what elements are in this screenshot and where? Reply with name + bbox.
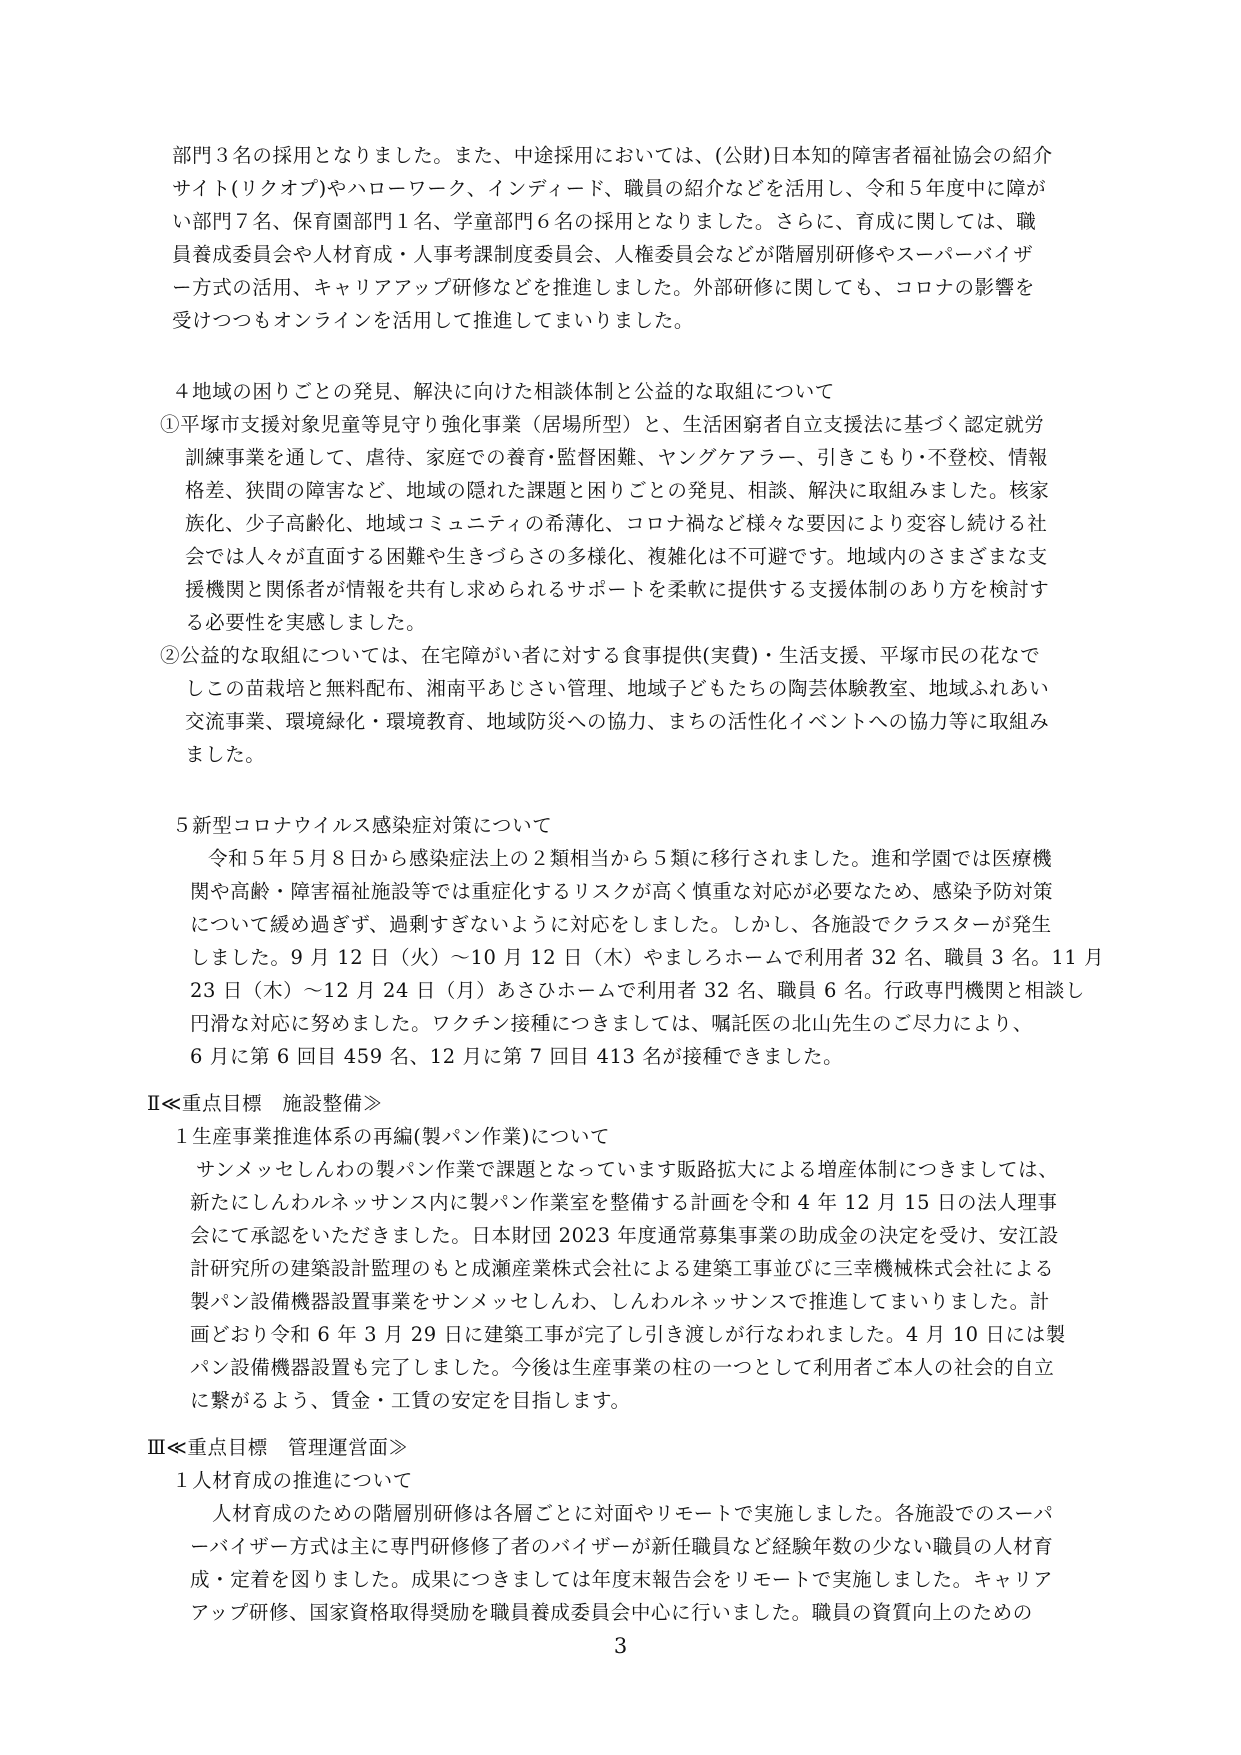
paragraph-line: 員養成委員会や人材育成・人事考課制度委員会、人権委員会などが階層別研修やスーパーバイザ (172, 243, 1034, 266)
paragraph-line: 関や高齢・障害福祉施設等では重症化するリスクが高く慎重な対応が必要なため、感染予防対策 (190, 880, 1054, 903)
paragraph-line: しました。9 月 12 日（火）～10 月 12 日（木）やましろホームで利用者 32 名、職員 3 名。11 月 (190, 946, 1105, 969)
paragraph-line: 部門３名の採用となりました。また、中途採用においては、(公財)日本知的障害者福祉協会の紹介 (172, 144, 1053, 167)
section-heading: Ⅱ≪重点目標 施設整備≫ (147, 1092, 383, 1115)
paragraph-line: 受けつつもオンラインを活用して推進してまいりました。 (172, 309, 695, 332)
section-heading: ４地域の困りごとの発見、解決に向けた相談体制と公益的な取組について (172, 380, 835, 403)
paragraph-line: 会にて承認をいただきました。日本財団 2023 年度通常募集事業の助成金の決定を受け、安江設 (190, 1224, 1059, 1247)
list-item-line: 訓練事業を通して、虐待、家庭での養育･監督困難、ヤングケアラー、引きこもり･不登校、情報 (185, 446, 1049, 469)
list-item-line: 格差、狭間の障害など、地域の隠れた課題と困りごとの発見、相談、解決に取組みました。核家 (185, 479, 1050, 502)
list-item-line: ました。 (185, 743, 266, 766)
paragraph-line: サンメッセしんわの製パン作業で課題となっています販路拡大による増産体制につきましては、 (196, 1158, 1059, 1181)
list-item-line: 交流事業、環境緑化・環境教育、地域防災への協力、まちの活性化イベントへの協力等に取組み (185, 710, 1050, 733)
paragraph-line: 令和５年５月８日から感染症法上の２類相当から５類に移行されました。進和学園では医療機 (208, 847, 1053, 870)
page-number: 3 (613, 1634, 628, 1658)
paragraph-line: 計研究所の建築設計監理のもと成瀬産業株式会社による建築工事並びに三幸機械株式会社による (190, 1257, 1055, 1280)
paragraph-line: 製パン設備機器設置事業をサンメッセしんわ、しんわルネッサンスで推進してまいりました。計 (190, 1290, 1050, 1313)
list-item-line: 族化、少子高齢化、地域コミュニティの希薄化、コロナ禍など様々な要因により変容し続ける社 (185, 512, 1048, 535)
paragraph-line: 人材育成のための階層別研修は各層ごとに対面やリモートで実施しました。各施設でのスーパ (212, 1502, 1054, 1525)
list-item-line: ①平塚市支援対象児童等見守り強化事業（居場所型）と、生活困窮者自立支援法に基づく認定就労 (160, 413, 1045, 436)
paragraph-line: パン設備機器設置も完了しました。今後は生産事業の柱の一つとして利用者ご本人の社会的自立 (190, 1356, 1055, 1379)
subsection-heading: １生産事業推進体系の再編(製パン作業)について (172, 1125, 611, 1148)
paragraph-line: ー方式の活用、キャリアアップ研修などを推進しました。外部研修に関しても、コロナの影響を (172, 276, 1035, 299)
section-heading: ５新型コロナウイルス感染症対策について (172, 814, 553, 837)
paragraph-line: に繋がるよう、賃金・工賃の安定を目指します。 (190, 1389, 631, 1412)
paragraph-line: い部門７名、保育園部門１名、学童部門６名の採用となりました。さらに、育成に関しては、職 (172, 210, 1037, 233)
paragraph-line: 成・定着を図りました。成果につきましては年度末報告会をリモートで実施しました。キャリア (190, 1568, 1054, 1591)
paragraph-line: について緩め過ぎず、過剰すぎないように対応をしました。しかし、各施設でクラスターが発生 (190, 913, 1052, 936)
paragraph-line: 円滑な対応に努めました。ワクチン接種につきましては、嘱託医の北山先生のご尽力により、 (190, 1012, 1033, 1035)
list-item-line: ②公益的な取組については、在宅障がい者に対する食事提供(実費)・生活支援、平塚市民の花なで (160, 644, 1041, 667)
list-item-line: る必要性を実感しました。 (185, 611, 427, 634)
list-item-line: 会では人々が直面する困難や生きづらさの多様化、複雑化は不可避です。地域内のさまざまな支 (185, 545, 1048, 568)
section-heading: Ⅲ≪重点目標 管理運営面≫ (147, 1436, 409, 1459)
paragraph-line: ーバイザー方式は主に専門研修修了者のバイザーが新任職員など経験年数の少ない職員の人材育 (190, 1535, 1054, 1558)
paragraph-line: 新たにしんわルネッサンス内に製パン作業室を整備する計画を令和 4 年 12 月 15 日の法人理事 (190, 1191, 1058, 1214)
paragraph-line: 画どおり令和 6 年 3 月 29 日に建築工事が完了し引き渡しが行なわれました。4 月 10 日には製 (190, 1323, 1066, 1346)
paragraph-line: 6 月に第 6 回目 459 名、12 月に第 7 回目 413 名が接種できました。 (190, 1045, 844, 1068)
list-item-line: 援機関と関係者が情報を共有し求められるサポートを柔軟に提供する支援体制のあり方を検討す (185, 578, 1050, 601)
list-item-line: しこの苗栽培と無料配布、湘南平あじさい管理、地域子どもたちの陶芸体験教室、地域ふれあい (185, 677, 1050, 700)
subsection-heading: １人材育成の推進について (172, 1469, 413, 1492)
paragraph-line: アップ研修、国家資格取得奨励を職員養成委員会中心に行いました。職員の資質向上のための (190, 1601, 1033, 1624)
paragraph-line: サイト(リクオプ)やハローワーク、インディード、職員の紹介などを活用し、令和５年度中に障が (172, 177, 1047, 200)
paragraph-line: 23 日（木）～12 月 24 日（月）あさひホームで利用者 32 名、職員 6 名。行政専門機関と相談し (190, 979, 1086, 1002)
